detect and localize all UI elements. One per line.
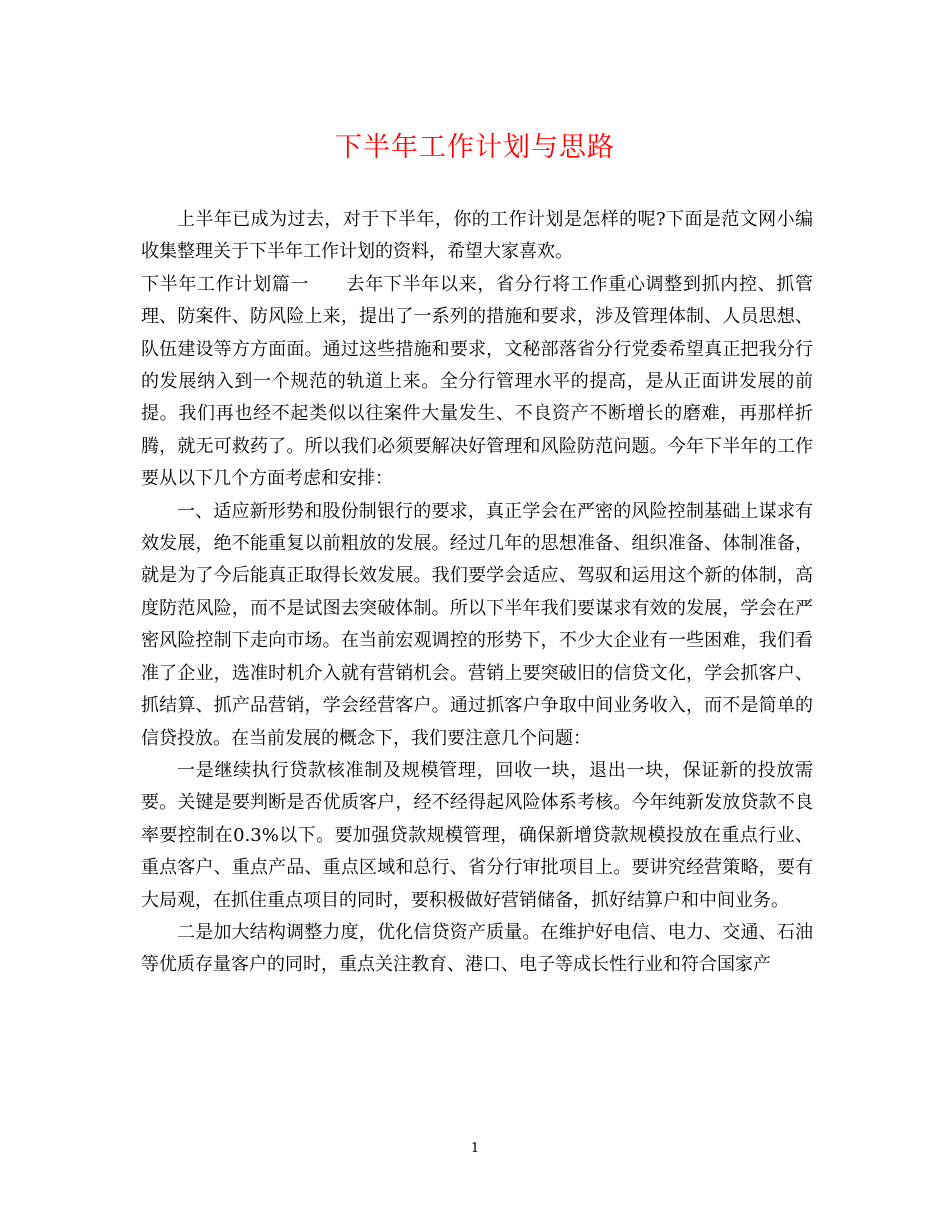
page-number: 1 [470,1141,480,1156]
body-paragraph-sub-point-one: 一是继续执行贷款核准制及规模管理，回收一块，退出一块，保证新的投放需要。关键是要判断是否优质客户，经不经得起风险体系考核。今年纯新发放贷款不良率要控制在0.3%以下。要加强贷款规模管理，确保新增贷款规模投放在重点行业、重点客户、重点产品、重点区域和总行、省分行审批项目上。要讲究经营策略，要有大局观，在抓住重点项目的同时，要积极做好营销储备，抓好结算户和中间业务。 [141,759,813,911]
document-body [141,204,813,982]
body-paragraph-point-one: 一、适应新形势和股份制银行的要求，真正学会在严密的风险控制基础上谋求有效发展，绝不能重复以前粗放的发展。经过几年的思想准备、组织准备、体制准备，就是为了今后能真正取得长效发展。我们要学会适应、驾驭和运用这个新的体制，高度防范风险，而不是试图去突破体制。所以下半年我们要谋求有效的发展，学会在严密风险控制下走向市场。在当前宏观调控的形势下，不少大企业有一些困难，我们看准了企业，选准时机介入就有营销机会。营销上要突破旧的信贷文化，学会抓客户、抓结算、抓产品营销，学会经营客户。通过抓客户争取中间业务收入，而不是简单的信贷投放。在当前发展的概念下，我们要注意几个问题： [141,500,813,749]
document-title: 下半年工作计划与思路 [335,132,615,163]
body-paragraph-plan-one: 下半年工作计划篇一 去年下半年以来，省分行将工作重心调整到抓内控、抓管理、防案件、防风险上来，提出了一系列的措施和要求，涉及管理体制、人员思想、队伍建设等方方面面。通过这些措施和要求，文秘部落省分行党委希望真正把我分行的发展纳入到一个规范的轨道上来。全分行管理水平的提高，是从正面讲发展的前提。我们再也经不起类似以往案件大量发生、不良资产不断增长的磨难，再那样折腾，就无可救药了。所以我们必须要解决好管理和风险防范问题。今年下半年的工作要从以下几个方面考虑和安排： [141,273,813,490]
body-paragraph-intro: 上半年已成为过去，对于下半年，你的工作计划是怎样的呢?下面是范文网小编收集整理关于下半年工作计划的资料，希望大家喜欢。 [141,209,813,263]
body-paragraph-sub-point-two: 二是加大结构调整力度，优化信贷资产质量。在维护好电信、电力、交通、石油等优质存量客户的同时，重点关注教育、港口、电子等成长性行业和符合国家产 [141,921,813,976]
